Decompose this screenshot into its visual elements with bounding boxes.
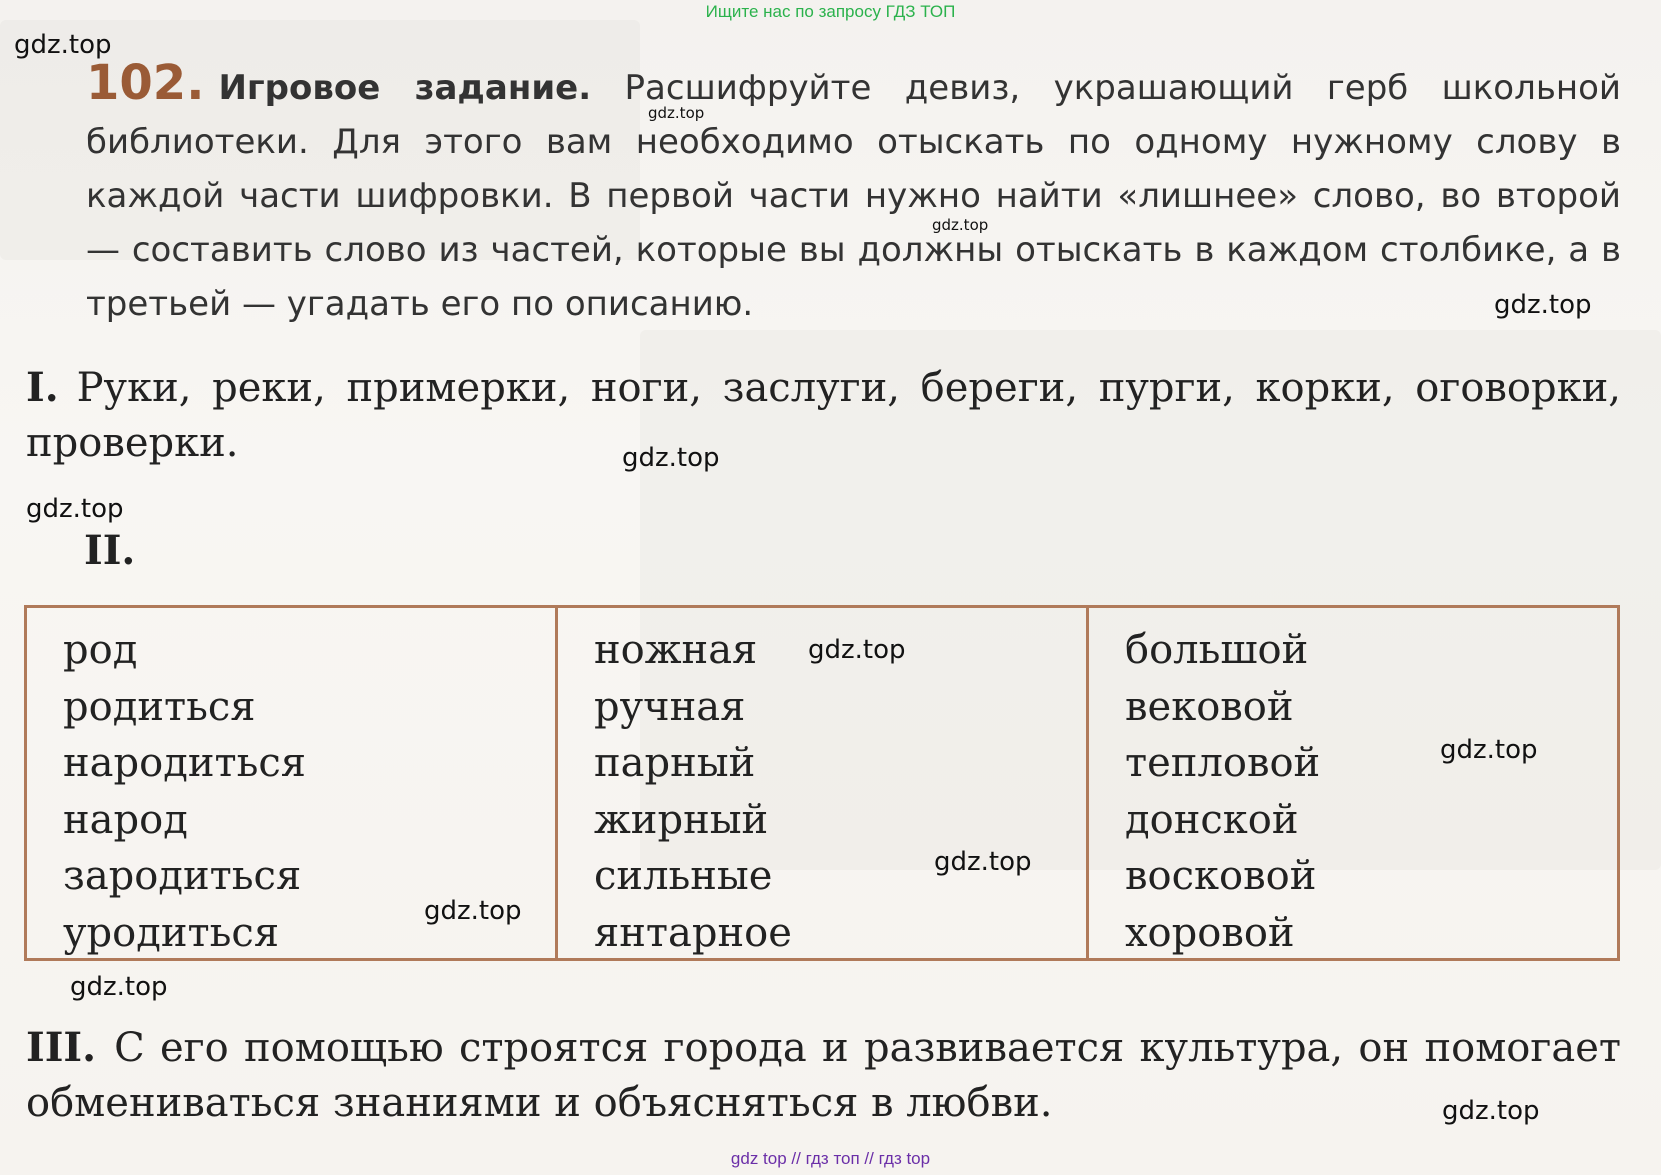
table-cell: ручная: [594, 683, 746, 730]
watermark: gdz.top: [648, 104, 705, 122]
watermark: gdz.top: [1440, 735, 1538, 765]
table-cell: вековой: [1125, 683, 1294, 730]
part-three-numeral: III.: [26, 1024, 97, 1071]
search-banner: Ищите нас по запросу ГДЗ ТОП: [705, 2, 956, 21]
table-cell: род: [63, 627, 138, 673]
watermark: gdz.top: [808, 635, 906, 665]
table-cell: народиться: [63, 740, 307, 786]
part-one-text: Руки, реки, примерки, ноги, заслуги, береги, пурги, корки, оговорки, проверки.: [26, 365, 1621, 466]
task-label: Игровое задание.: [218, 68, 592, 108]
watermark: gdz.top: [424, 896, 522, 926]
table-cell: ножная: [594, 627, 758, 673]
watermark: gdz.top: [932, 216, 989, 234]
table-cell: янтарное: [594, 909, 792, 956]
table-column: [1089, 608, 1617, 958]
footer-links: gdz top // гдз топ // гдз top: [730, 1149, 931, 1168]
part-two-numeral: II.: [84, 527, 136, 574]
table-cell: восковой: [1125, 853, 1317, 899]
watermark: gdz.top: [1494, 290, 1592, 320]
task-number: 102.: [86, 55, 205, 111]
table-cell: тепловой: [1125, 740, 1321, 786]
task-text: Расшифруйте девиз, украшающий герб школьной библиотеки. Для этого вам необходимо отыскать по одному нужному слову в каждой части шифровки. В первой части нужно найти «лишнее» слово, во второй — составить слово из частей, которые вы должны отыскать в каждом столбике, а в третьей — угадать его по описанию.: [86, 68, 1622, 324]
table-cell: родиться: [63, 683, 256, 730]
watermark: gdz.top: [14, 30, 112, 60]
part-one: [26, 360, 1621, 471]
table-cell: сильные: [594, 853, 773, 899]
watermark: gdz.top: [26, 494, 124, 524]
part-three: [26, 1020, 1621, 1131]
part-three-text: С его помощью строятся города и развивается культура, он помогает обмениваться знаниями и объясняться в любви.: [26, 1025, 1621, 1126]
table-cell: уродиться: [63, 909, 280, 956]
watermark: gdz.top: [70, 972, 168, 1002]
table-cell: большой: [1125, 627, 1309, 673]
table-cell: зародиться: [63, 853, 302, 899]
task-paragraph: [86, 56, 1621, 331]
table-cell: донской: [1125, 796, 1299, 843]
table-cell: парный: [594, 740, 756, 786]
table-cell: хоровой: [1125, 909, 1295, 956]
watermark: gdz.top: [934, 847, 1032, 877]
table-cell: жирный: [594, 796, 769, 843]
table-cell: народ: [63, 796, 188, 843]
watermark: gdz.top: [1442, 1096, 1540, 1126]
watermark: gdz.top: [622, 443, 720, 473]
part-one-numeral: I.: [26, 364, 59, 411]
